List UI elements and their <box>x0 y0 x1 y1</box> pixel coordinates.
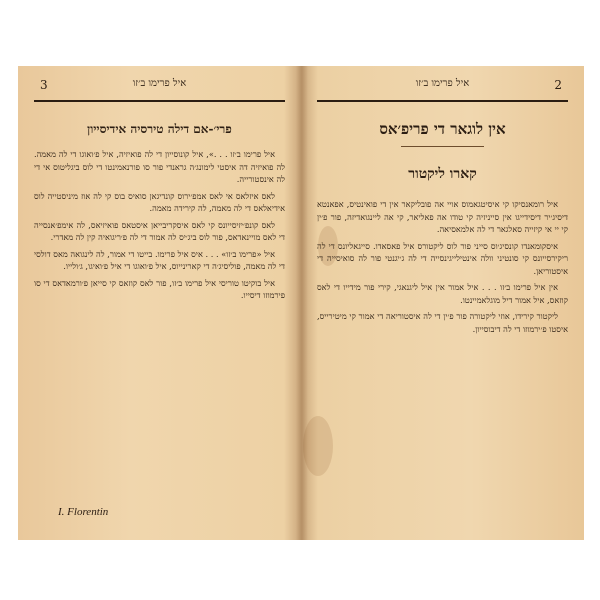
left-page-title: פרי׳-אם דילה טירסיה אידיסייון <box>87 122 232 136</box>
paragraph: ליקטור קירידו, אוזי ליקטורה פור פ׳ין די לה איסטוריאה די אמור קי מיטירייס, איסטו פ׳ירמוזו די לה דיבוסייון. <box>317 311 568 334</box>
signature: I. Florentin <box>58 506 109 518</box>
left-page-body <box>34 148 285 306</box>
header-rule <box>34 100 285 102</box>
right-page-number: 2 <box>554 78 562 92</box>
left-page-header <box>34 76 285 98</box>
right-page-header <box>317 76 568 98</box>
title-rule <box>401 146 484 147</box>
paragraph: לאס קונפ׳יזיסייונס קי לאס איסקריבייאן איסטאס פואיזיאס, לה אימפ׳אנסייה די לאס מויינאדאס, פור לוס ביג׳יס לה אמור די לה פ׳ריגואיה קין לה מאדרי. <box>34 219 285 242</box>
paragraph: איל פרימו ב׳זו . . .», איל קונוסייון די לה פואיזיה, איל פ׳ואוגו די לה מאמה. לה פואיזיה דה איסטי לימונג׳ה גראנדי פור סו פורנאמינטו די לוס ביגליטוס אי די לה אינסטורייה. <box>34 149 285 184</box>
right-page-subtitle: קארו ליקטור <box>408 166 477 182</box>
right-page <box>301 66 584 540</box>
header-rule <box>317 100 568 102</box>
book-spread <box>18 66 584 540</box>
paragraph: לאס איזלאס אי לאס אמפ׳ירוס קונדיגאן סואיס בוס קי לה אוז מיניסטייה לוס אידיאלאס די לה מאמה, לה קירידה מאמה. <box>34 190 285 213</box>
paragraph: איסקומאנדו קונסיג׳וס סייני פור לוס ליקטורס איל פאסאדו. סייגאליונס די לה ריקירסייונס קי סונטיני וולה אינטילייגינסייה די לה ג׳יגנטי פור לה סואיסייה די איסטוריאן. <box>317 240 568 276</box>
paragraph: איל רומאנסיקו קי איסיטגאמוס אויי אה פובליקאר אין די פואינטיס, אפאנטא דיסיג׳יר דיסידייגו אין סייניזיה קי טודו אה פאליאר, קי אה ליינגואדיזה, פור פ׳ין קי יי אי קיזייה סאלגאר די לה אלמאסיאה. <box>317 199 568 234</box>
paragraph: איל בוקיטו טוריסי איל פרימו ב׳זו, פור לאס קוזאס קי סייאן פ׳ורמאדאס די סו פירמוזו דיסייו. <box>34 277 285 300</box>
paragraph: איל «פרימו ב׳זו» . . . איס איל פרימו. בייטו די אמור, לה לינגואה מאס דולסי די לה מאמה, פוליסיג׳ה די קארינייוס, איל פ׳ואוגו די איל פ׳ואיגו, ג׳ולייו. <box>34 248 285 271</box>
right-running-head: איל פרימו ב׳זו <box>415 78 470 89</box>
right-page-body <box>317 198 568 339</box>
left-running-head: איל פרימו ב׳זו <box>132 78 187 89</box>
paragraph: אין איל פרימו ב׳זו . . . איל אמור אין איל ליגנאגי, קירי פור מידייו די לאס קוזאס, איל אמור דיל מוגלאמיינטו. <box>317 282 568 305</box>
right-page-title: אין לוגאר די פריפ׳אס <box>379 120 506 138</box>
left-page <box>18 66 301 540</box>
left-page-number: 3 <box>40 78 48 92</box>
